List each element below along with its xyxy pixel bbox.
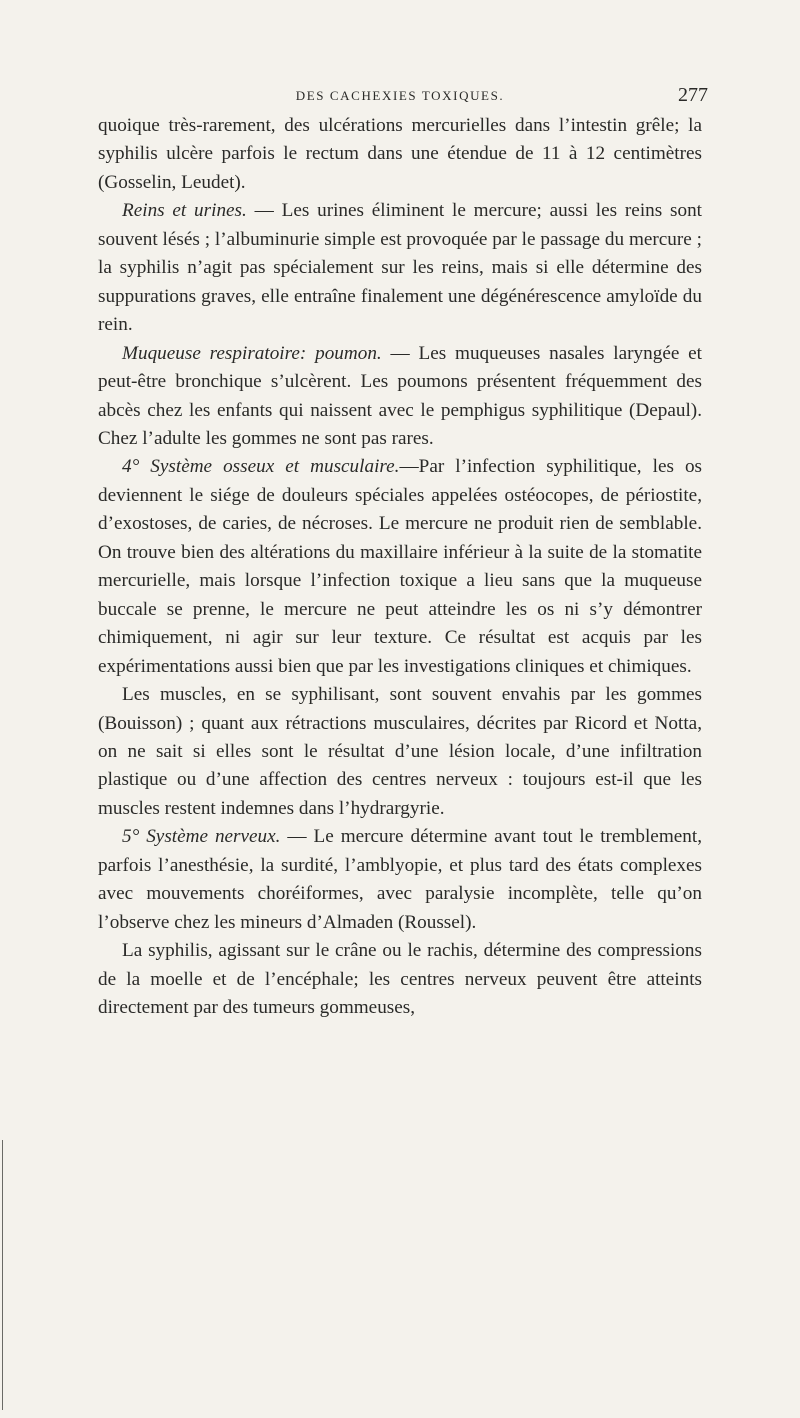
paragraph-text: — Le mercure détermine avant tout le tremblement, parfois l’anesthésie, la surdité, l’amblyopie, et plus tard des états complexes avec mouvements choréiformes, avec paralysie incomplète, telle qu’on l’observe chez les mineurs d’Almaden (Roussel). <box>98 826 702 933</box>
paragraph-text: —Par l’infection syphilitique, les os deviennent le siége de douleurs spéciales appelées ostéocopes, de périostite, d’exostoses, de caries, de nécroses. Le mercure ne produit rien de semblable. On trouve bien des altérations du maxillaire inférieur à la suite de la stomatite mercurielle, mais lorsque l’infection toxique a lieu sans que la muqueuse buccale se prenne, le mercure ne peut atteindre les os ni s’y démontrer chimiquement, ni agir sur leur texture. Ce résultat est acquis par les expérimentations aussi bien que par les investigations cliniques et chimiques. <box>98 456 702 677</box>
paragraph-lead: Reins et urines. <box>122 200 247 222</box>
paragraph-text: Les muscles, en se syphilisant, sont souvent envahis par les gommes (Bouisson) ; quant aux rétractions musculaires, décrites par Ricord et Notta, on ne sait si elles sont le résultat d’une lésion locale, d’une infiltration plastique ou d’une affection des centres nerveux : toujours est-il que les muscles restent indemnes dans l’hydrargyrie. <box>98 684 702 819</box>
paragraph-intestin <box>98 112 702 197</box>
page-header <box>0 84 800 108</box>
paragraph-lead: 4° Système osseux et musculaire. <box>122 456 400 478</box>
running-title: DES CACHEXIES TOXIQUES. <box>295 88 505 103</box>
paragraph-text: — Les urines éliminent le mercure; aussi les reins sont souvent lésés ; l’albuminurie simple est provoquée par le passage du mercure ; la syphilis n’agit pas spécialement sur les reins, mais si elle détermine des suppurations graves, elle entraîne finalement une dégénérescence amyloïde du rein. <box>98 200 702 336</box>
body-text <box>98 112 702 1023</box>
paragraph-text: quoique très-rarement, des ulcérations mercurielles dans l’intestin grêle; la syphilis ulcère parfois le rectum dans une étendue de 11 à 12 centimètres (Gosselin, Leudet). <box>98 115 702 193</box>
paragraph-text: — Les muqueuses nasales laryngée et peut-être bronchique s’ulcèrent. Les poumons présentent fréquemment des abcès chez les enfants qui naissent avec le pemphigus syphilitique (Depaul). Chez l’adulte les gommes ne sont pas rares. <box>98 342 703 449</box>
page-number: 277 <box>678 84 708 106</box>
paragraph-reins <box>98 197 702 339</box>
paragraph-syphilis <box>98 937 702 1022</box>
paragraph-osseux <box>98 453 702 681</box>
page-edge-line <box>2 1140 3 1410</box>
paragraph-text: La syphilis, agissant sur le crâne ou le rachis, détermine des compressions de la moelle et de l’encéphale; les centres nerveux peuvent être atteints directement par des tumeurs gommeuses, <box>98 940 702 1019</box>
paragraph-lead: Muqueuse respiratoire: poumon. <box>122 342 382 364</box>
paragraph-muscles <box>98 681 702 823</box>
paragraph-nerveux <box>98 823 702 937</box>
paragraph-muqueuse <box>98 340 702 454</box>
paragraph-lead: 5° Système nerveux. <box>122 826 281 848</box>
